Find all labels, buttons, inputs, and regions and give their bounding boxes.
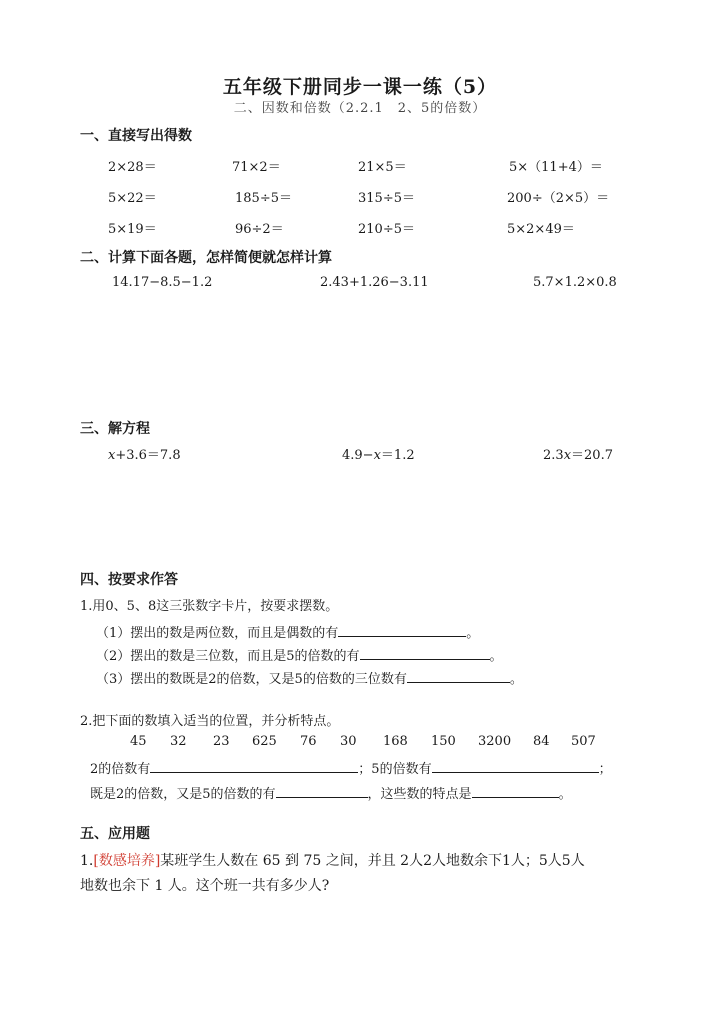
section1-heading: 一、直接写出得数: [80, 128, 192, 144]
q1-part-c: [96, 668, 523, 687]
problem-number: 1.: [80, 853, 94, 869]
number-card: 150: [431, 734, 456, 749]
calc-item: 96÷2＝: [235, 222, 284, 237]
separator: ；: [358, 762, 372, 777]
calc-item: 200÷（2×5）＝: [507, 191, 610, 206]
problem-tag: [数感培养]: [93, 853, 161, 869]
answer-blank[interactable]: [276, 784, 368, 798]
simplify-item: 5.7×1.2×0.8: [533, 275, 617, 290]
answer-blank[interactable]: [472, 784, 559, 798]
equation-prefix: 2.3: [543, 448, 564, 463]
calc-item: 71×2＝: [232, 160, 281, 175]
number-card: 45: [130, 734, 147, 749]
multiples-of-both-label: 既是2的倍数，又是5的倍数的有: [90, 787, 276, 802]
equation-2: [342, 444, 415, 463]
q1-part-a: [96, 622, 479, 641]
number-card: 76: [300, 734, 317, 749]
answer-blank[interactable]: [150, 759, 358, 773]
calc-item: 5×19＝: [108, 222, 157, 237]
word-problem-line-2: 地数也余下 1 人。这个班一共有多少人?: [80, 878, 330, 894]
section5-heading: 五、应用题: [80, 826, 150, 842]
section2-heading: 二、计算下面各题，怎样简便就怎样计算: [80, 250, 332, 266]
q1-part-a-text: （1）摆出的数是两位数，而且是偶数的有: [96, 626, 339, 641]
period: 。: [489, 649, 503, 664]
calc-item: 21×5＝: [358, 160, 407, 175]
q2-line-1: [90, 758, 612, 777]
page-subtitle: 二、因数和倍数（2.2.1 2、5的倍数）: [233, 101, 487, 116]
equation-variable: x: [108, 448, 116, 463]
calc-item: 185÷5＝: [235, 191, 292, 206]
page-title: 五年级下册同步一课一练（5）: [222, 76, 498, 98]
calc-item: 210÷5＝: [358, 222, 415, 237]
q1-intro: 1.用0、5、8这三张数字卡片，按要求摆数。: [80, 599, 339, 614]
equation-variable: x: [563, 448, 572, 463]
section3-heading: 三、解方程: [80, 421, 150, 437]
equation-3: [543, 444, 613, 463]
section4-heading: 四、按要求作答: [80, 572, 178, 588]
equation-rest: ＝1.2: [380, 448, 415, 463]
number-card: 23: [213, 734, 230, 749]
simplify-item: 14.17−8.5−1.2: [112, 275, 213, 290]
equation-rest: ＝20.7: [571, 448, 613, 463]
number-card: 32: [170, 734, 187, 749]
equation-rest: +3.6＝7.8: [115, 448, 181, 463]
calc-item: 5×（11+4）＝: [509, 160, 603, 175]
word-problem-line-1: [80, 850, 585, 870]
simplify-item: 2.43+1.26−3.11: [320, 275, 429, 290]
number-card: 3200: [478, 734, 512, 749]
problem-text: 某班学生人数在 65 到 75 之间，并且 2人2人地数余下1人；5人5人: [160, 853, 585, 869]
answer-blank[interactable]: [338, 623, 466, 637]
q1-part-c-text: （3）摆出的数既是2的倍数，又是5的倍数的三位数有: [96, 672, 407, 687]
equation-variable: x: [373, 448, 381, 463]
multiples-of-5-label: 5的倍数有: [371, 762, 432, 777]
calc-item: 2×28＝: [108, 160, 157, 175]
q1-part-b-text: （2）摆出的数是三位数，而且是5的倍数的有: [96, 649, 360, 664]
feature-label: ，这些数的特点是: [367, 787, 472, 802]
q2-line-2: [90, 783, 572, 802]
number-card: 507: [571, 734, 596, 749]
calc-item: 315÷5＝: [358, 191, 415, 206]
calc-item: 5×22＝: [108, 191, 157, 206]
number-card: 30: [340, 734, 357, 749]
number-card: 168: [383, 734, 408, 749]
period: 。: [558, 787, 572, 802]
period: 。: [466, 626, 480, 641]
answer-blank[interactable]: [432, 759, 599, 773]
equation-prefix: 4.9−: [342, 448, 374, 463]
number-card: 84: [533, 734, 550, 749]
q2-intro: 2.把下面的数填入适当的位置，并分析特点。: [80, 714, 340, 729]
number-card: 625: [252, 734, 277, 749]
period: 。: [509, 672, 523, 687]
answer-blank[interactable]: [360, 646, 490, 660]
answer-blank[interactable]: [407, 669, 510, 683]
equation-1: [108, 444, 181, 463]
calc-item: 5×2×49＝: [507, 222, 575, 237]
multiples-of-2-label: 2的倍数有: [90, 762, 151, 777]
separator: ；: [598, 762, 612, 777]
q1-part-b: [96, 645, 503, 664]
